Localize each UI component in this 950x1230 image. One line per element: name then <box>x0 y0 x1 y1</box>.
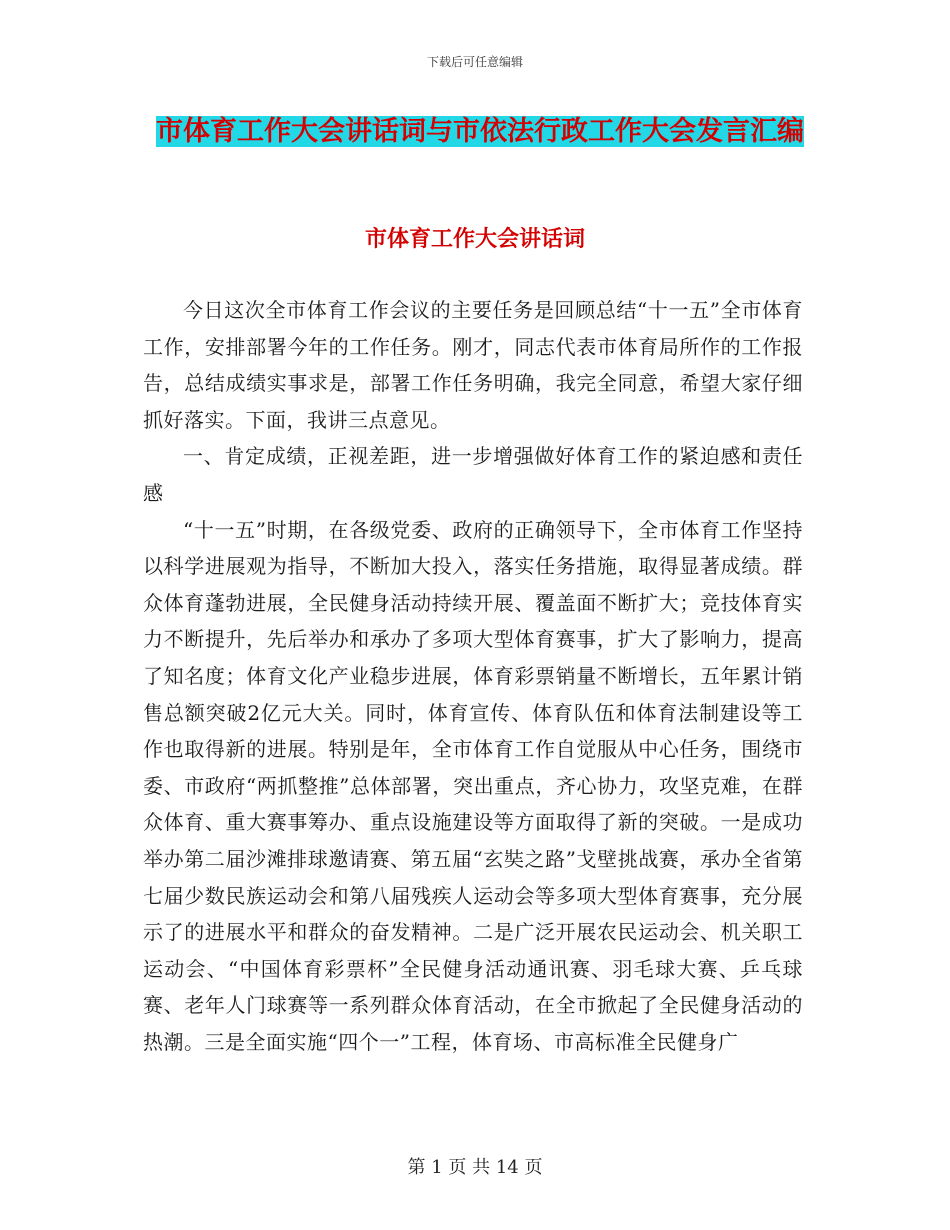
header-note: 下载后可任意编辑 <box>426 55 523 69</box>
paragraph-intro: 今日这次全市体育工作会议的主要任务是回顾总结“十一五”全市体育工作，安排部署今年的工作任务。刚才，同志代表市体育局所作的工作报告，总结成绩实事求是，部署工作任务明确，我完全同意，希望大家仔细抓好落实。下面，我讲三点意见。 <box>143 298 803 432</box>
section-title: 市体育工作大会讲话词 <box>364 227 585 252</box>
body-text <box>143 292 803 1060</box>
paragraph-heading-one: 一、肯定成绩，正视差距，进一步增强做好体育工作的紧迫感和责任感 <box>143 444 803 505</box>
page-footer: 第 1 页 共 14 页 <box>407 1157 543 1178</box>
document-title-text: 市体育工作大会讲话词与市依法行政工作大会发言汇编 <box>156 116 804 147</box>
paragraph-achievements: “十一五”时期，在各级党委、政府的正确领导下，全市体育工作坚持以科学进展观为指导，不断加大投入，落实任务措施，取得显著成绩。群众体育蓬勃进展，全民健身活动持续开展、覆盖面不断扩大；竞技体育实力不断提升，先后举办和承办了多项大型体育赛事，扩大了影响力，提高了知名度；体育文化产业稳步进展，体育彩票销量不断增长，五年累计销售总额突破2亿元大关。同时，体育宣传、体育队伍和体育法制建设等工作也取得新的进展。特别是年，全市体育工作自觉服从中心任务，围绕市委、市政府“两抓整推”总体部署，突出重点，齐心协力，攻坚克难，在群众体育、重大赛事筹办、重点设施建设等方面取得了新的突破。一是成功举办第二届沙滩排球邀请赛、第五届“玄奘之路”戈壁挑战赛，承办全省第七届少数民族运动会和第八届残疾人运动会等多项大型体育赛事，充分展示了的进展水平和群众的奋发精神。二是广泛开展农民运动会、机关职工运动会、“中国体育彩票杯”全民健身活动通讯赛、羽毛球大赛、乒乓球赛、老年人门球赛等一系列群众体育活动，在全市掀起了全民健身活动的热潮。三是全面实施“四个一”工程，体育场、市高标准全民健身广 <box>143 517 803 1054</box>
document-title <box>150 110 810 154</box>
